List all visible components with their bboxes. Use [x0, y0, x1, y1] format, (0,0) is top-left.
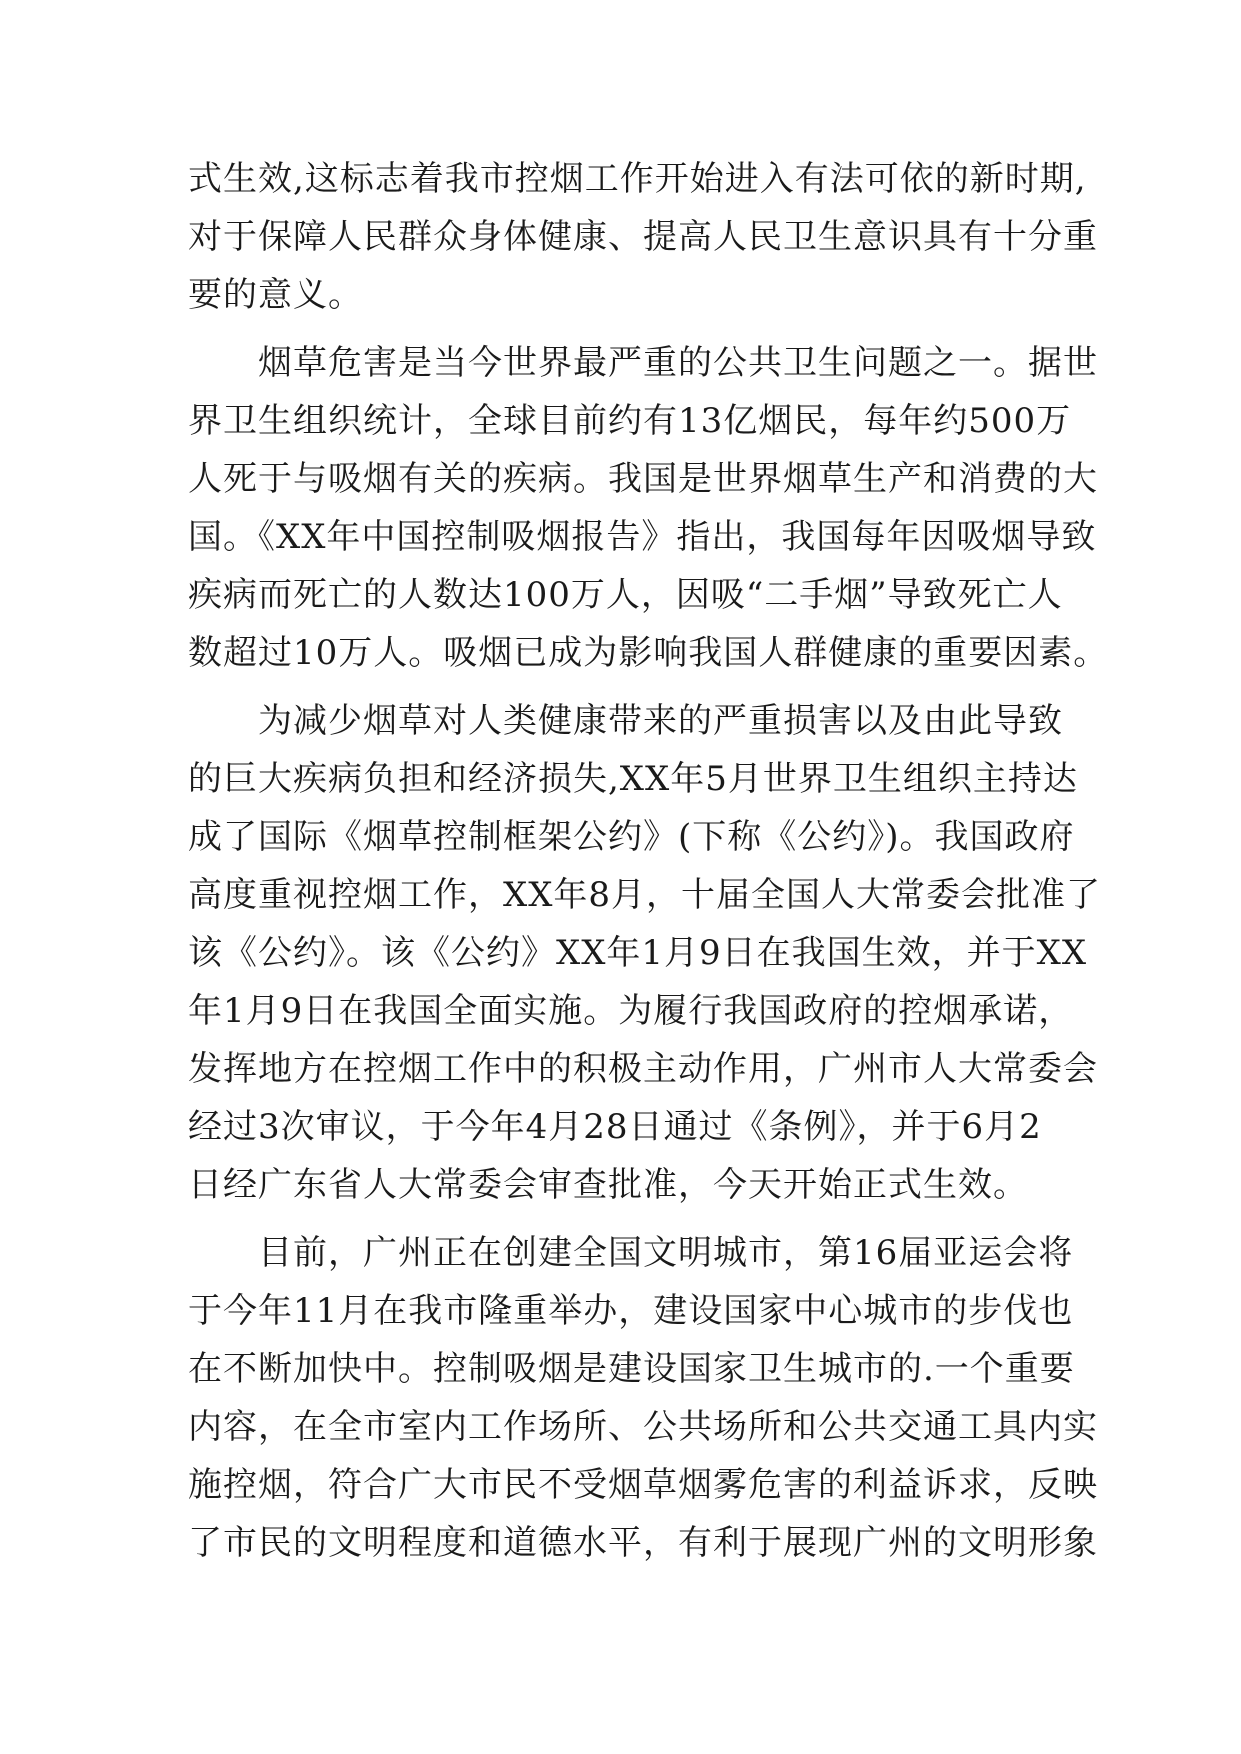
text-line: 对于保障人民群众身体健康、提高人民卫生意识具有十分重	[188, 217, 1098, 257]
text-line: 施控烟，符合广大市民不受烟草烟雾危害的利益诉求，反映	[188, 1465, 1098, 1505]
paragraph-3	[188, 692, 1102, 1214]
text-line: 年1月9日在我国全面实施。为履行我国政府的控烟承诺，	[188, 991, 1074, 1031]
text-line: 成了国际《烟草控制框架公约》(下称《公约》)。我国政府	[188, 817, 1075, 857]
text-line: 人死于与吸烟有关的疾病。我国是世界烟草生产和消费的大	[188, 459, 1098, 499]
text-line: 经过3次审议，于今年4月28日通过《条例》，并于6月2	[188, 1107, 1042, 1147]
text-line: 了市民的文明程度和道德水平，有利于展现广州的文明形象	[188, 1523, 1098, 1563]
paragraph-1	[188, 150, 1098, 324]
text-line: 为减少烟草对人类健康带来的严重损害以及由此导致	[258, 701, 1063, 741]
text-line: 日经广东省人大常委会审查批准，今天开始正式生效。	[188, 1165, 1028, 1205]
text-line: 要的意义。	[188, 275, 363, 315]
text-line: 式生效,这标志着我市控烟工作开始进入有法可依的新时期,	[188, 159, 1087, 199]
text-line: 国。《XX年中国控制吸烟报告》指出，我国每年因吸烟导致	[188, 517, 1097, 557]
text-line: 该《公约》。该《公约》XX年1月9日在我国生效，并于XX	[188, 933, 1088, 973]
text-line: 烟草危害是当今世界最严重的公共卫生问题之一。据世	[258, 343, 1098, 383]
text-line: 目前，广州正在创建全国文明城市，第16届亚运会将	[258, 1233, 1074, 1273]
document-page	[188, 150, 1109, 1572]
paragraph-2	[188, 334, 1109, 682]
text-line: 疾病而死亡的人数达100万人，因吸“二手烟”导致死亡人	[188, 575, 1063, 615]
paragraph-4	[188, 1224, 1098, 1572]
text-line: 数超过10万人。吸烟已成为影响我国人群健康的重要因素。	[188, 633, 1109, 673]
text-line: 界卫生组织统计，全球目前约有13亿烟民，每年约500万	[188, 401, 1072, 441]
text-line: 高度重视控烟工作，XX年8月，十届全国人大常委会批准了	[188, 875, 1102, 915]
text-line: 于今年11月在我市隆重举办，建设国家中心城市的步伐也	[188, 1291, 1074, 1331]
text-line: 发挥地方在控烟工作中的积极主动作用，广州市人大常委会	[188, 1049, 1098, 1089]
text-line: 在不断加快中。控制吸烟是建设国家卫生城市的.一个重要	[188, 1349, 1075, 1389]
text-line: 内容，在全市室内工作场所、公共场所和公共交通工具内实	[188, 1407, 1098, 1447]
text-line: 的巨大疾病负担和经济损失,XX年5月世界卫生组织主持达	[188, 759, 1078, 799]
